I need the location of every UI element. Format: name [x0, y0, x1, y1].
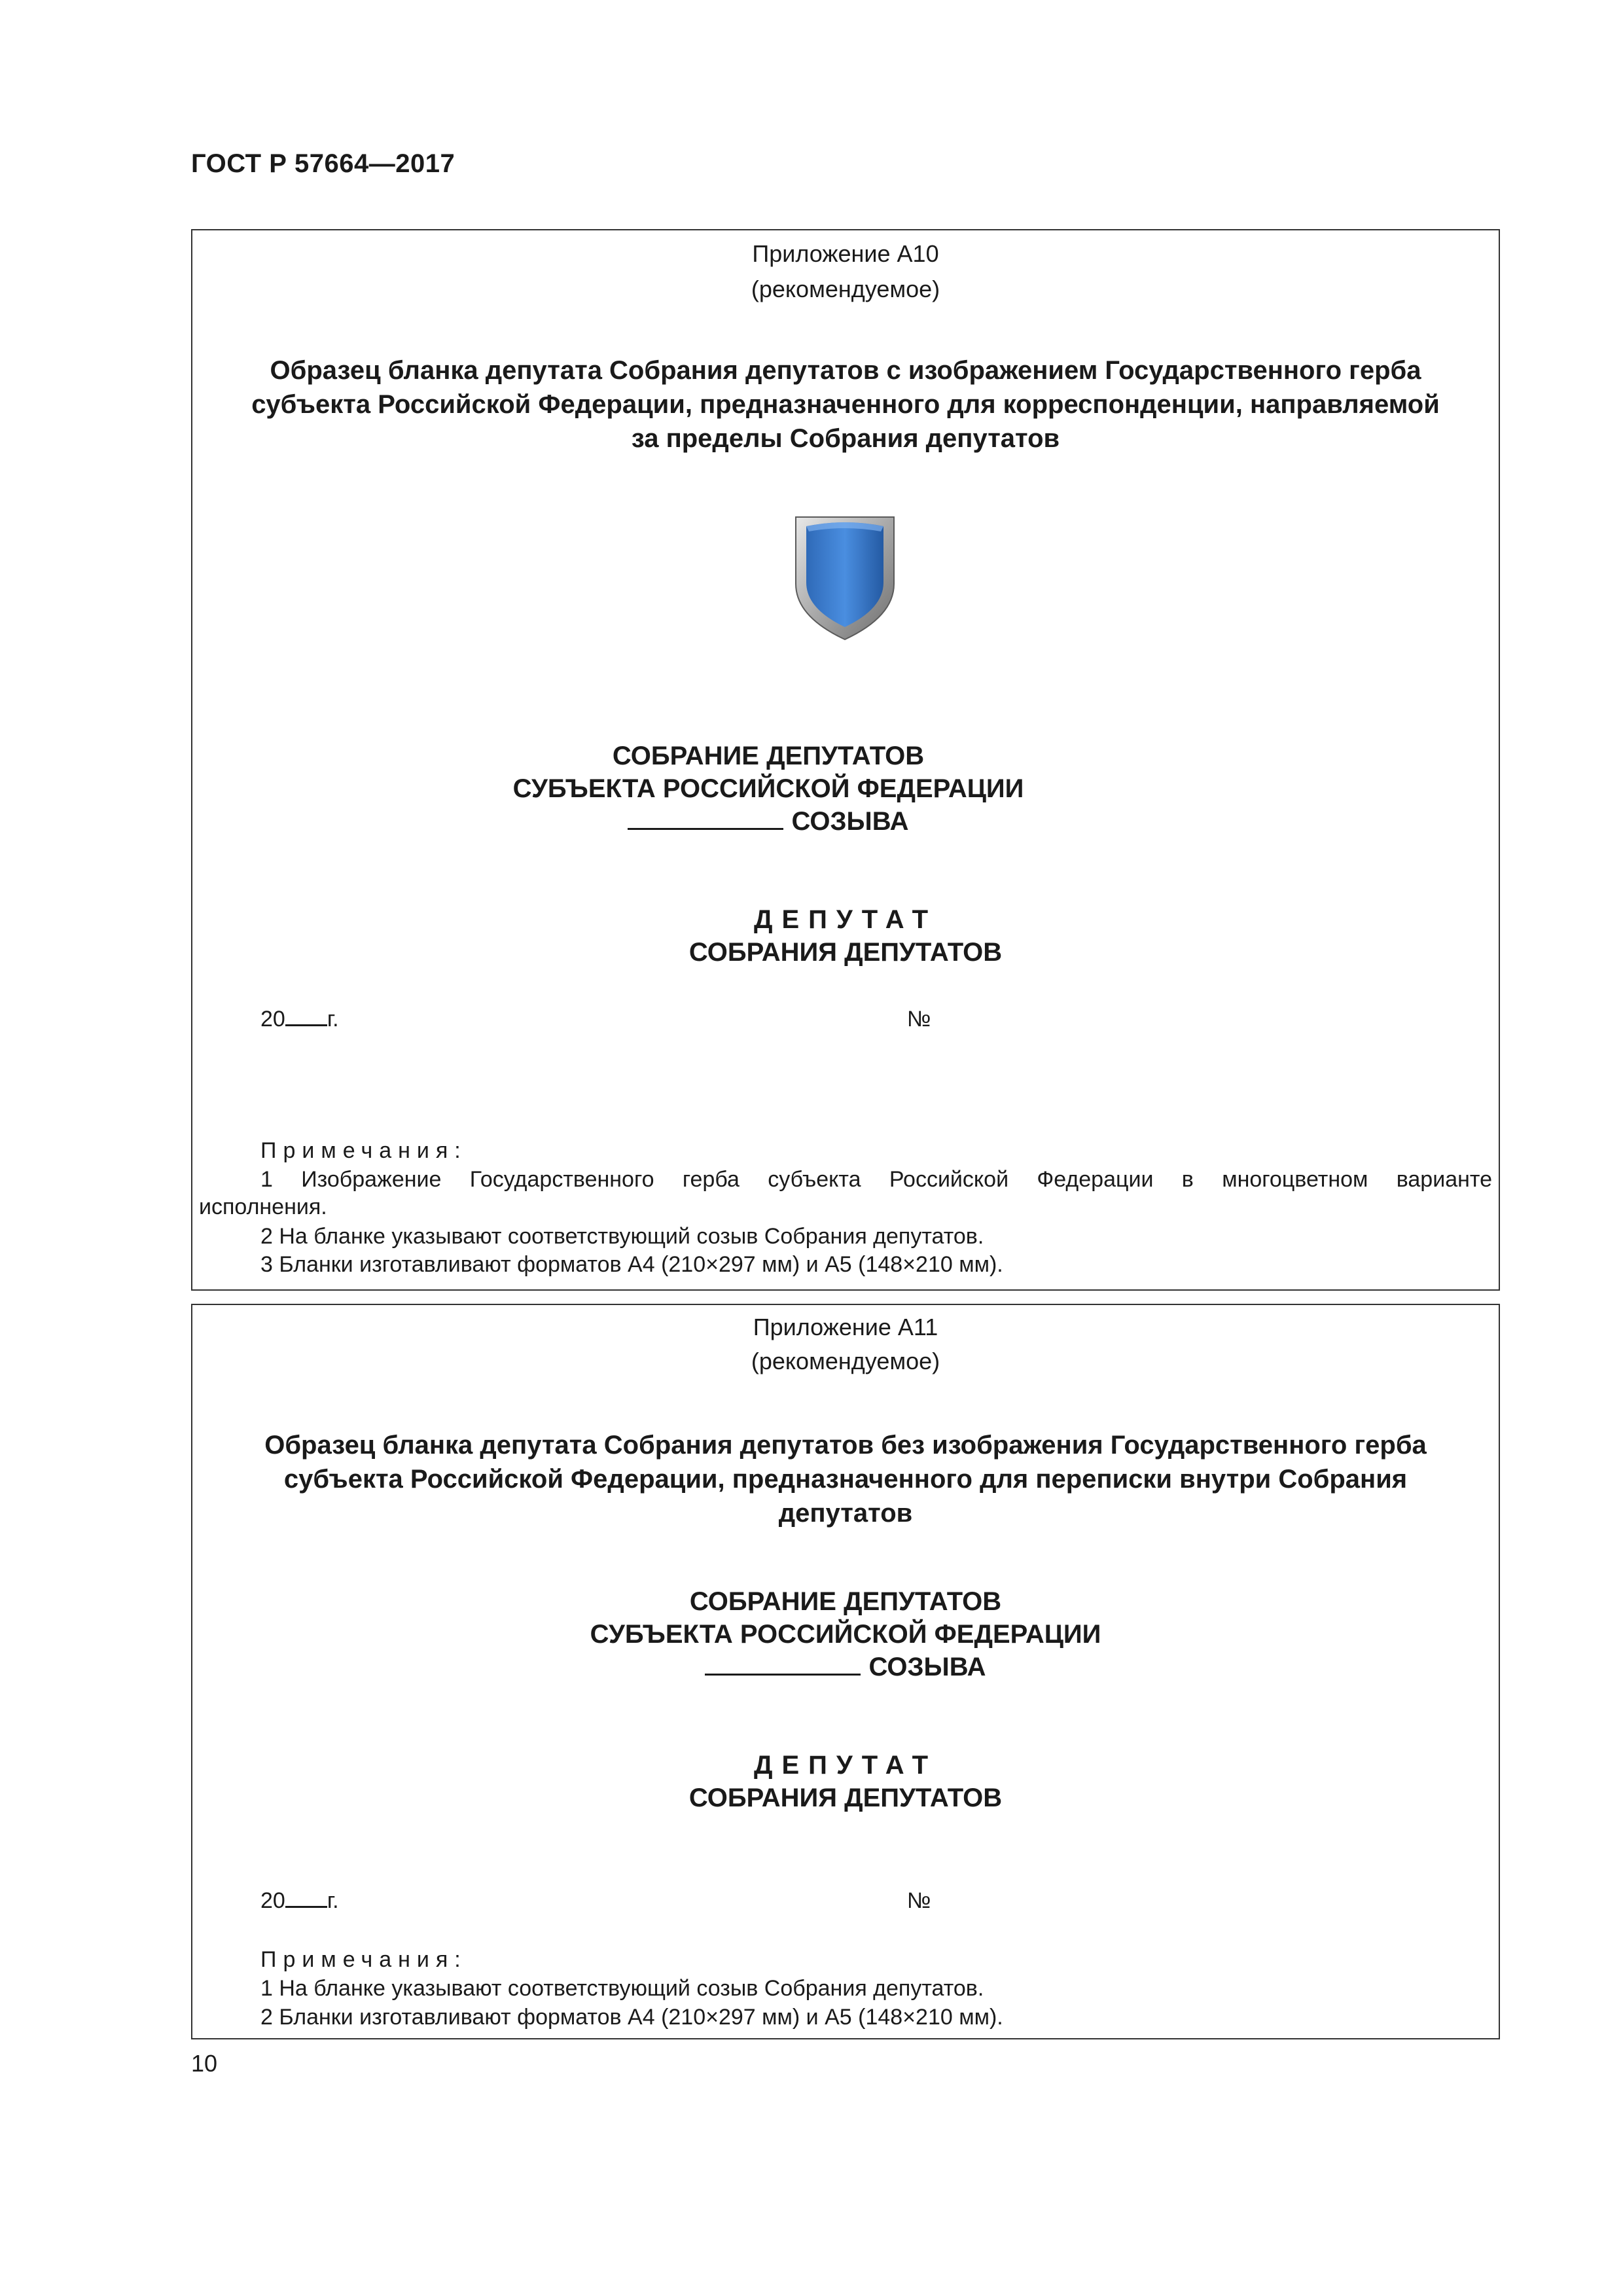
sample-title-line-1: Образец бланка депутата Собрания депутатов с изображением Государственного герба — [270, 356, 1421, 385]
convocation-word: СОЗЫВА — [868, 1653, 986, 1681]
notes-heading: Примечания: — [260, 1947, 467, 1972]
appendix-a11-frame — [191, 1304, 1500, 2039]
deputy-word: ДЕПУТАТ — [753, 905, 938, 934]
note-3: 3 Бланки изготавливают форматов А4 (210×297 мм) и А5 (148×210 мм). — [260, 1252, 1003, 1277]
note-1: 1 На бланке указывают соответствующий созыв Собрания депутатов. — [260, 1976, 984, 2001]
org-line-1: СОБРАНИЕ ДЕПУТАТОВ — [689, 1587, 1002, 1616]
org-line-2: СУБЪЕКТА РОССИЙСКОЙ ФЕДЕРАЦИИ — [512, 774, 1024, 803]
convocation-line — [493, 805, 1043, 838]
year-blank — [285, 1888, 327, 1908]
note-1-line-1: 1 Изображение Государственного герба субъекта Российской Федерации в многоцветном варианте — [260, 1167, 1492, 1192]
date-field — [260, 1886, 339, 1915]
note-2: 2 Бланки изготавливают форматов А4 (210×297 мм) и А5 (148×210 мм). — [260, 2005, 1003, 2030]
date-field — [260, 1005, 339, 1033]
sample-title-line-3: за пределы Собрания депутатов — [631, 424, 1060, 453]
sample-title-line-2: субъекта Российской Федерации, предназначенного для корреспонденции, направляемой — [251, 390, 1440, 419]
year-suffix: г. — [327, 1888, 339, 1913]
deputy-word: ДЕПУТАТ — [753, 1751, 938, 1780]
convocation-word: СОЗЫВА — [791, 807, 909, 836]
org-line-2: СУБЪЕКТА РОССИЙСКОЙ ФЕДЕРАЦИИ — [590, 1620, 1101, 1649]
number-sign: № — [907, 1007, 931, 1031]
coat-of-arms-icon — [789, 512, 901, 643]
year-prefix: 20 — [260, 1888, 285, 1913]
note-2: 2 На бланке указывают соответствующий созыв Собрания депутатов. — [260, 1224, 984, 1249]
deputy-org: СОБРАНИЯ ДЕПУТАТОВ — [688, 938, 1003, 967]
year-blank — [285, 1006, 327, 1026]
org-line-1: СОБРАНИЕ ДЕПУТАТОВ — [612, 742, 925, 770]
sample-title-line-1: Образец бланка депутата Собрания депутатов без изображения Государственного герба — [264, 1431, 1427, 1460]
notes-heading: Примечания: — [260, 1138, 467, 1163]
note-1-line-2: исполнения. — [199, 1194, 327, 1219]
sample-title-line-2: субъекта Российской Федерации, предназначенного для переписки внутри Собрания — [283, 1465, 1408, 1494]
document-code: ГОСТ Р 57664—2017 — [191, 149, 455, 178]
appendix-label: Приложение А10 — [752, 240, 939, 267]
number-sign: № — [907, 1888, 931, 1913]
appendix-type: (рекомендуемое) — [751, 276, 940, 302]
convocation-blank — [628, 808, 783, 830]
deputy-org: СОБРАНИЯ ДЕПУТАТОВ — [688, 1784, 1003, 1812]
year-suffix: г. — [327, 1007, 339, 1031]
convocation-line — [192, 1651, 1499, 1683]
appendix-type: (рекомендуемое) — [751, 1348, 940, 1374]
page-number: 10 — [191, 2050, 218, 2077]
appendix-a10-frame — [191, 229, 1500, 1291]
appendix-label: Приложение А11 — [753, 1314, 938, 1340]
convocation-blank — [705, 1654, 861, 1676]
year-prefix: 20 — [260, 1007, 285, 1031]
sample-title-line-3: депутатов — [778, 1499, 913, 1528]
